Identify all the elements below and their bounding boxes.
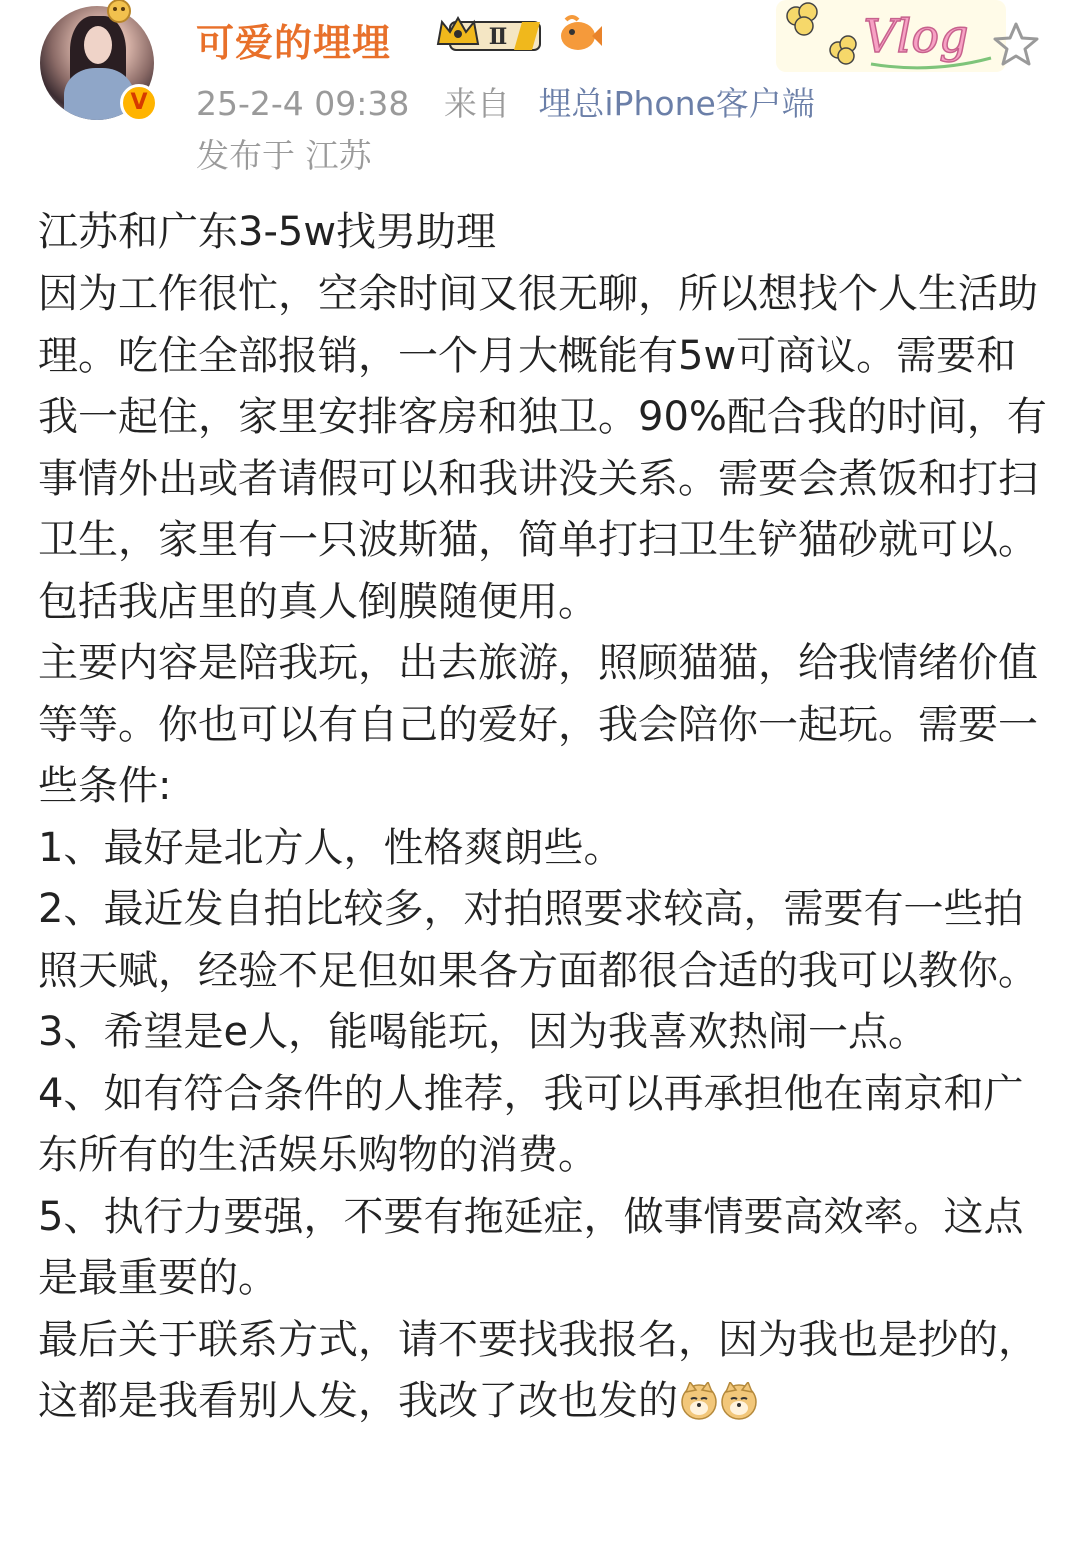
post-list-item: 2、最近发自拍比较多，对拍照要求较高，需要有一些拍照天赋，经验不足但如果各方面都很合适的我可以教你。 (38, 886, 1038, 994)
star-icon[interactable] (992, 20, 1040, 68)
post-closing (38, 1310, 1048, 1433)
post-content (38, 200, 1048, 1433)
vlog-sticker (776, 0, 1006, 72)
crown-badge-icon (436, 16, 546, 54)
from-label: 来自 (443, 84, 510, 123)
timestamp: 25-2-4 09:38 (196, 84, 410, 123)
fish-icon (556, 14, 602, 54)
avatar-decoration-icon (104, 0, 134, 26)
post-header (0, 0, 1080, 180)
vlog-text: Vlog (863, 9, 969, 63)
post-paragraph: 主要内容是陪我玩，出去旅游，照顾猫猫，给我情绪价值等等。你也可以有自己的爱好，我会陪你一起玩。需要一些条件: (38, 640, 1038, 809)
location: 发布于 江苏 (196, 136, 372, 175)
post-meta (196, 78, 815, 125)
post-list-item: 3、希望是e人，能喝能玩，因为我喜欢热闹一点。 (38, 1009, 929, 1055)
username[interactable]: 可爱的埋埋 (196, 21, 392, 65)
level-text: Ⅱ (488, 24, 508, 50)
doge-emoji-icon (680, 1382, 718, 1420)
post-list-item: 1、最好是北方人，性格爽朗些。 (38, 824, 624, 871)
post-closing-text: 最后关于联系方式，请不要找我报名，因为我也是抄的，这都是我看别人发，我改了改也发的 (38, 1316, 1038, 1424)
source-link[interactable]: 埋总iPhone客户端 (538, 84, 815, 123)
post-list-item: 4、如有符合条件的人推荐，我可以再承担他在南京和广东所有的生活娱乐购物的消费。 (38, 1070, 1024, 1178)
post-paragraph: 因为工作很忙，空余时间又很无聊，所以想找个人生活助理。吃住全部报销，一个月大概能有5w可商议。需要和我一起住，家里安排客房和独卫。90%配合我的时间，有事情外出或者请假可以和我讲没关系。需要会煮饭和打扫卫生，家里有一只波斯猫，简单打扫卫生铲猫砂就可以。包括我店里的真人倒膜随便用。 (38, 271, 1047, 625)
doge-emoji-icon (720, 1382, 758, 1420)
post-list-item: 5、执行力要强，不要有拖延症，做事情要高效率。这点是最重要的。 (38, 1193, 1024, 1301)
post-headline: 江苏和广东3-5w找男助理 (38, 209, 497, 255)
verified-badge-icon: V (120, 84, 158, 122)
